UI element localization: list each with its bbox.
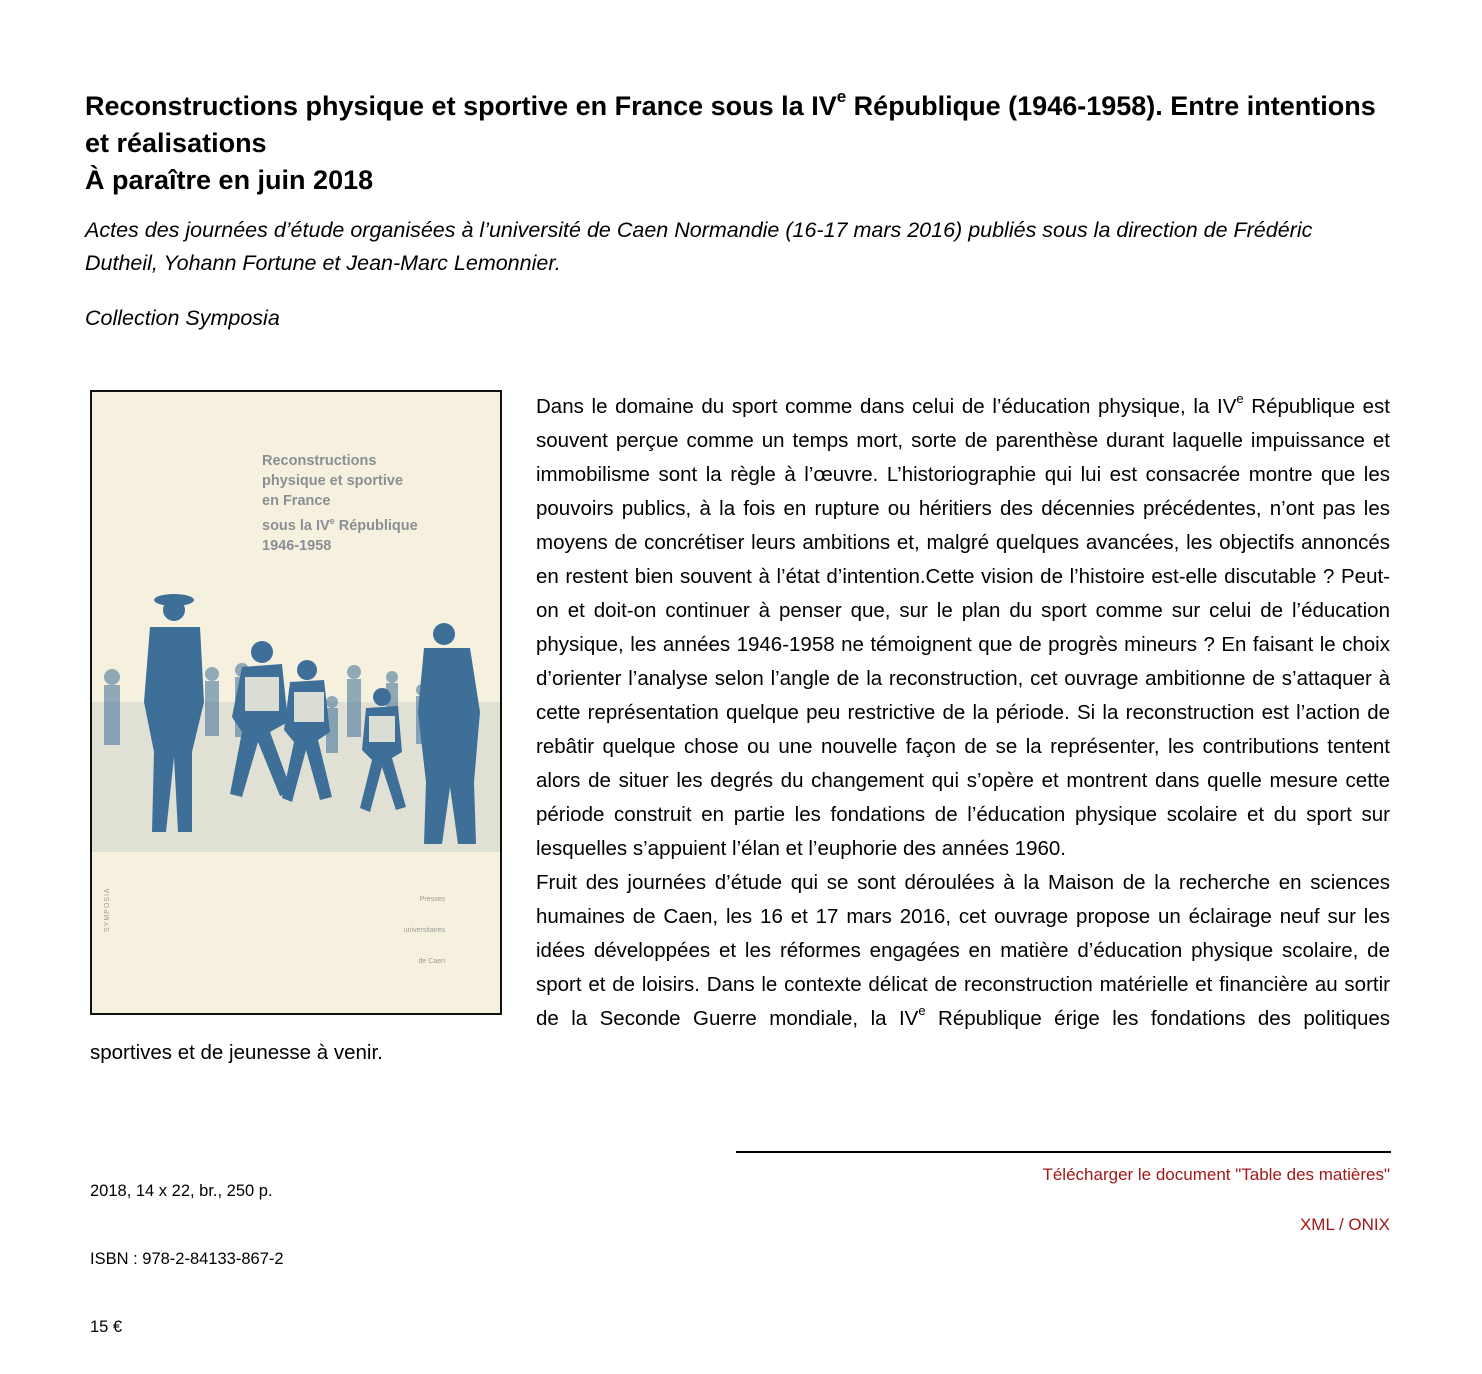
book-isbn: ISBN : 978-2-84133-867-2 — [90, 1250, 284, 1268]
book-price: 15 € — [90, 1318, 123, 1336]
cover-collection-spine: SYMPOSIA — [104, 887, 111, 932]
release-note: À paraître en juin 2018 — [85, 165, 374, 195]
book-subtitle: Actes des journées d’étude organisées à l’université de Caen Normandie (16-17 mars 2016) publiés sous la direction de Frédéric Dutheil, Yohann Fortune et Jean-Marc Lemonnier. — [85, 218, 1313, 275]
description-superscript: e — [918, 1003, 926, 1019]
description-paragraph-2: Fruit des journées d’étude qui se sont déroulées à la Maison de la recherche en sciences humaines de Caen, les 16 et 17 mars 2016, cet ouvrage propose un éclairage neuf sur les idées développées et les réformes engagées en matière d’éducation physique scolaire, de sport et de loisirs. Dans le contexte délicat de reconstruction matérielle et financière au sortir de la Seconde Guerre mondiale, la IV — [536, 871, 1390, 1030]
description-paragraph-2-rest: République érige les fondations des politiques sportives et de jeunesse à venir. — [90, 1007, 1390, 1064]
title-superscript: e — [836, 87, 847, 106]
cover-title-line: en France — [262, 493, 331, 509]
collection-name: Collection Symposia — [85, 306, 280, 330]
cover-publisher-line: Presses — [419, 896, 445, 903]
book-description — [90, 390, 1390, 1070]
cover-publisher-line: de Caen — [418, 958, 445, 965]
book-title — [85, 88, 1395, 199]
cover-title-line-post: République — [334, 517, 418, 534]
title-text: Reconstructions physique et sportive en France sous la IV — [85, 91, 837, 121]
xml-onix-link[interactable]: XML / ONIX — [1299, 1215, 1390, 1234]
cover-publisher-line: universitaires — [403, 927, 445, 934]
cover-years: 1946-1958 — [262, 537, 332, 554]
description-paragraph-1-rest: République est souvent perçue comme un temps mort, sorte de parenthèse durant laquelle impuissance et immobilisme sont la règle à l’œuvre. L’historiographie qui lui est consacrée montre que les pouvoirs publics, à la fois en rupture ou héritiers des décennies précédentes, n’ont pas les moyens de concrétiser leurs ambitions et, malgré quelques avancées, les objectifs annoncés en restent bien souvent à l’état d’intention.Cette vision de l’histoire est-elle discutable ? Peut-on et doit-on continuer à penser que, sur le plan du sport comme sur celui de l’éducation physique, les années 1946-1958 ne témoignent que de progrès mineurs ? En faisant le choix d’orienter l’analyse selon l’angle de la reconstruction, cet ouvrage ambitionne de s’attaquer à cette représentation quelque peu restrictive de la période. Si la reconstruction est l’action de rebâtir quelque chose ou une nouvelle façon de se la représenter, les contributions tentent alors de situer les degrés du changement qui s’opère et montrent dans quelle mesure cette période construit en partie les fondations de l’éducation physique scolaire et du sport sur lesquelles s’appuient l’élan et l’euphorie des années 1960. — [536, 395, 1390, 860]
title-text-rest: République (1946-1958). Entre intentions et réalisations — [85, 91, 1376, 158]
divider — [736, 1151, 1391, 1153]
description-paragraph-1: Dans le domaine du sport comme dans celui de l’éducation physique, la IV — [536, 395, 1237, 418]
book-format: 2018, 14 x 22, br., 250 p. — [90, 1182, 273, 1200]
cover-float-spacer — [90, 390, 536, 1030]
cover-title-line: Reconstructions — [262, 453, 377, 469]
cover-title-line: physique et sportive — [262, 473, 404, 489]
cover-title-superscript: e — [329, 516, 335, 526]
description-superscript: e — [1236, 391, 1244, 407]
cover-title-line-pre: sous la IV — [262, 517, 330, 534]
toc-download-link[interactable]: Télécharger le document "Table des matières" — [1042, 1165, 1390, 1184]
